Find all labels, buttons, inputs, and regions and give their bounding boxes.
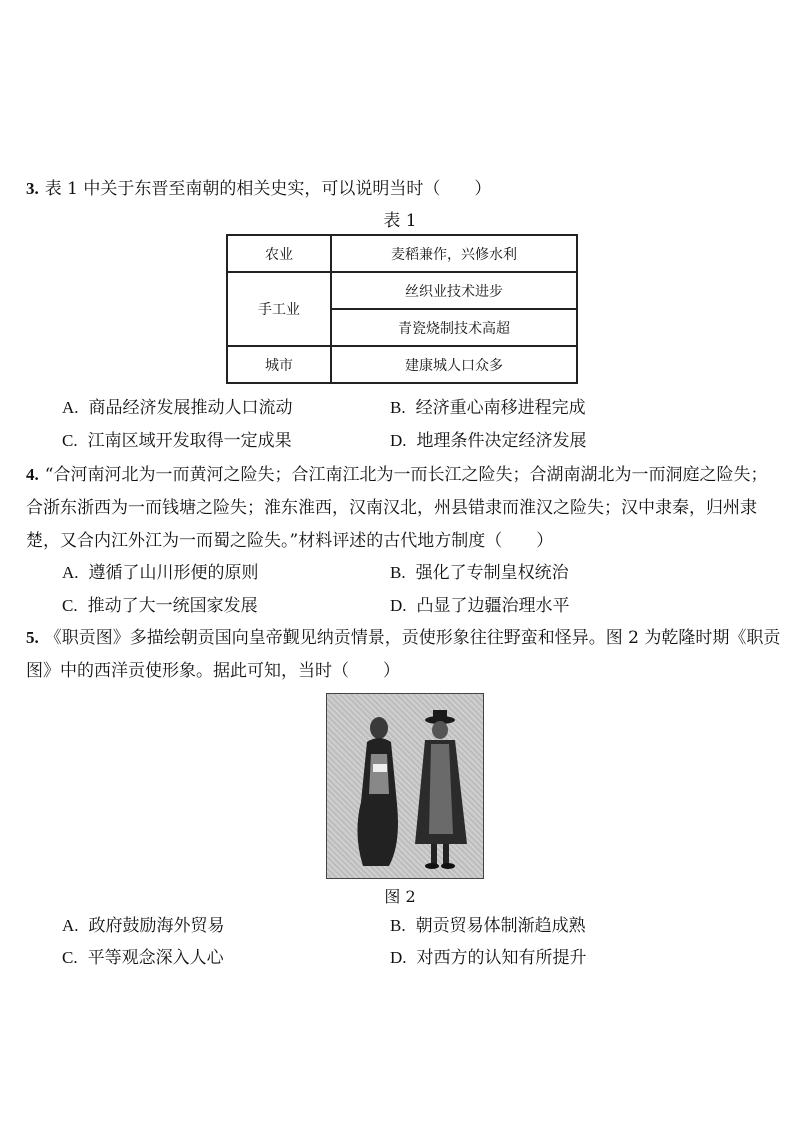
option-label: D. — [390, 431, 407, 450]
question-4 — [26, 458, 782, 558]
option-label: D. — [390, 596, 407, 615]
table-row — [227, 235, 577, 272]
right-envoy-figure — [415, 710, 467, 869]
option-d[interactable] — [390, 941, 587, 975]
table-cell-fact: 丝织业技术进步 — [331, 272, 577, 309]
table-caption: 表 1 — [383, 211, 417, 231]
figure-2-illustration — [326, 693, 484, 879]
option-text: 政府鼓励海外贸易 — [88, 916, 225, 936]
option-text: 地理条件决定经济发展 — [416, 431, 587, 451]
tribute-envoys-image — [327, 694, 483, 878]
option-label: D. — [390, 948, 407, 967]
table-cell-category: 城市 — [227, 346, 331, 383]
option-text: 平等观念深入人心 — [87, 948, 224, 968]
option-label: A. — [62, 916, 79, 935]
option-b[interactable] — [390, 909, 586, 943]
option-label: A. — [62, 563, 79, 582]
table-cell-category: 农业 — [227, 235, 331, 272]
option-d[interactable] — [390, 589, 570, 623]
table-1 — [226, 234, 578, 384]
question-text: 表 1 中关于东晋至南朝的相关史实，可以说明当时（ ） — [44, 179, 492, 199]
figure-caption: 图 2 — [384, 887, 416, 906]
question-number: 3. — [26, 179, 39, 198]
table-cell-category: 手工业 — [227, 272, 331, 346]
option-a[interactable] — [62, 391, 293, 425]
option-text: 遵循了山川形便的原则 — [88, 563, 259, 583]
question-5-stem — [26, 621, 782, 688]
option-label: B. — [390, 563, 406, 582]
option-c[interactable] — [62, 424, 292, 458]
option-label: B. — [390, 398, 406, 417]
question-3 — [26, 172, 782, 206]
option-label: C. — [62, 948, 78, 967]
table-row — [227, 272, 577, 309]
question-number: 4. — [26, 465, 39, 484]
option-text: 推动了大一统国家发展 — [87, 596, 258, 616]
table-cell-fact: 青瓷烧制技术高超 — [331, 309, 577, 346]
question-4-stem — [26, 458, 782, 558]
option-b[interactable] — [390, 556, 569, 590]
option-d[interactable] — [390, 424, 587, 458]
table-cell-fact: 建康城人口众多 — [331, 346, 577, 383]
option-a[interactable] — [62, 909, 225, 943]
option-text: 对西方的认知有所提升 — [416, 948, 587, 968]
option-text: 凸显了边疆治理水平 — [416, 596, 570, 616]
option-text: 经济重心南移进程完成 — [415, 398, 586, 418]
option-text: 强化了专制皇权统治 — [415, 563, 569, 583]
table-row — [227, 346, 577, 383]
option-label: B. — [390, 916, 406, 935]
option-c[interactable] — [62, 941, 224, 975]
table-cell-fact: 麦稻兼作，兴修水利 — [331, 235, 577, 272]
option-text: 江南区域开发取得一定成果 — [87, 431, 292, 451]
option-c[interactable] — [62, 589, 258, 623]
option-a[interactable] — [62, 556, 259, 590]
question-number: 5. — [26, 628, 39, 647]
question-5 — [26, 621, 782, 688]
option-label: C. — [62, 431, 78, 450]
option-text: 朝贡贸易体制渐趋成熟 — [415, 916, 586, 936]
option-text: 商品经济发展推动人口流动 — [88, 398, 293, 418]
question-3-stem — [26, 172, 782, 206]
option-label: A. — [62, 398, 79, 417]
option-b[interactable] — [390, 391, 586, 425]
question-text: 《职贡图》多描绘朝贡国向皇帝觐见纳贡情景，贡使形象往往野蛮和怪异。图 2 为乾隆时期《职贡图》中的西洋贡使形象。据此可知，当时（ ） — [26, 628, 781, 681]
left-envoy-figure — [357, 717, 398, 866]
question-text: “合河南河北为一而黄河之险失；合江南江北为一而长江之险失；合湖南湖北为一而洞庭之险失；合浙东浙西为一而钱塘之险失；淮东淮西，汉南汉北，州县错隶而淮汉之险失；汉中隶秦，归州隶楚，又合内江外江为一而蜀之险失。”材料评述的古代地方制度（ ） — [26, 465, 768, 551]
option-label: C. — [62, 596, 78, 615]
